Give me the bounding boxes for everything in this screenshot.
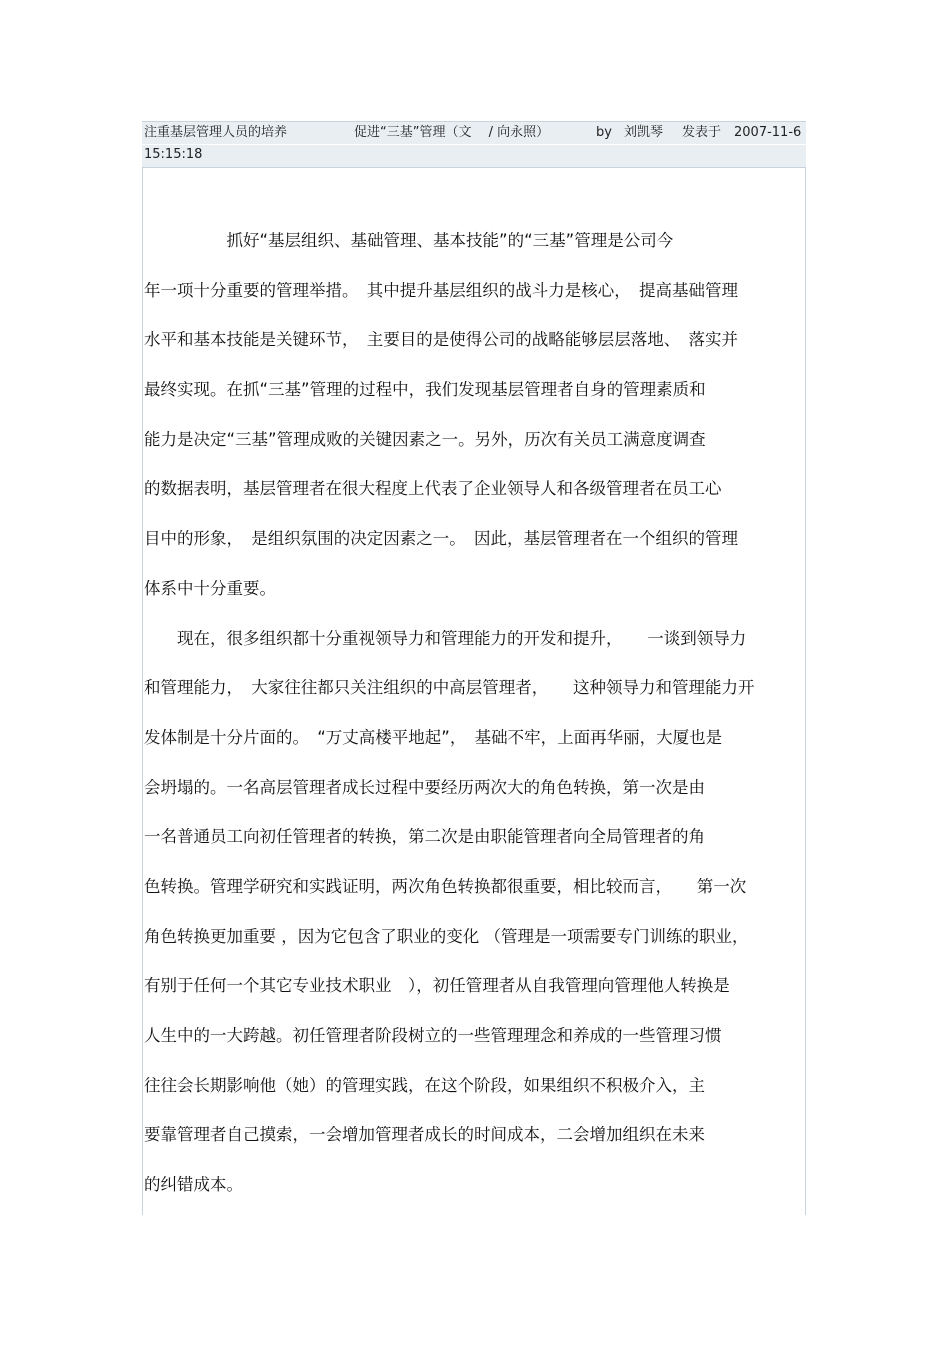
by-label: by (596, 125, 612, 140)
publish-time: 15:15:18 (144, 147, 203, 162)
article-subtitle: 促进“三基”管理（文 / 向永照） (354, 125, 550, 140)
article-line: 能力是决定“三基”管理成败的关键因素之一。另外，历次有关员工满意度调查 (144, 429, 706, 449)
article-line: 色转换。管理学研究和实践证明，两次角色转换都很重要，相比较而言， 第一次 (144, 876, 747, 896)
article-line: 发体制是十分片面的。 “万丈高楼平地起”， 基础不牢，上面再华丽，大厦也是 (144, 727, 723, 747)
article-header (142, 121, 806, 168)
article-line: 有别于任何一个其它专业技术职业 ），初任管理者从自我管理向管理他人转换是 (144, 976, 730, 996)
article-line: 和管理能力， 大家往往都只关注组织的中高层管理者， 这种领导力和管理能力开 (144, 678, 755, 698)
article-line: 往往会长期影响他（她）的管理实践，在这个阶段，如果组织不积极介入，主 (144, 1075, 705, 1095)
article-line: 的数据表明，基层管理者在很大程度上代表了企业领导人和各级管理者在员工心 (144, 479, 722, 499)
article-line: 年一项十分重要的管理举措。 其中提升基层组织的战斗力是核心， 提高基础管理 (144, 280, 738, 300)
article-title: 注重基层管理人员的培养 (144, 125, 288, 140)
article-line: 体系中十分重要。 (144, 578, 276, 598)
article-line: 现在，很多组织都十分重视领导力和管理能力的开发和提升， 一谈到领导力 (144, 628, 747, 648)
article-line: 目中的形象， 是组织氛围的决定因素之一。 因此，基层管理者在一个组织的管理 (144, 529, 738, 549)
publish-date: 2007-11-6 (734, 125, 802, 140)
article-line: 人生中的一大跨越。初任管理者阶段树立的一些管理理念和养成的一些管理习惯 (144, 1026, 722, 1045)
article-body (144, 226, 809, 1220)
article-line: 角色转换更加重要 ，因为它包含了职业的变化 （管理是一项需要专门训练的职业， (144, 926, 749, 946)
article-line: 最终实现。在抓“三基”管理的过程中，我们发现基层管理者自身的管理素质和 (144, 380, 706, 400)
header-meta-line (144, 124, 801, 141)
article-line: 抓好“基层组织、基础管理、基本技能”的“三基”管理是公司今 (144, 231, 674, 250)
header-divider (142, 144, 806, 145)
article-line: 会坍塌的。一名高层管理者成长过程中要经历两次大的角色转换，第一次是由 (144, 777, 705, 797)
author-name: 刘凯琴 (624, 125, 664, 140)
article-line: 水平和基本技能是关键环节， 主要目的是使得公司的战略能够层层落地、 落实并 (144, 330, 738, 350)
article-line: 的纠错成本。 (144, 1175, 243, 1195)
article-line: 一名普通员工向初任管理者的转换，第二次是由职能管理者向全局管理者的角 (144, 827, 705, 847)
article-line: 要靠管理者自己摸索，一会增加管理者成长的时间成本，二会增加组织在未来 (144, 1125, 705, 1145)
published-label: 发表于 (682, 125, 722, 140)
